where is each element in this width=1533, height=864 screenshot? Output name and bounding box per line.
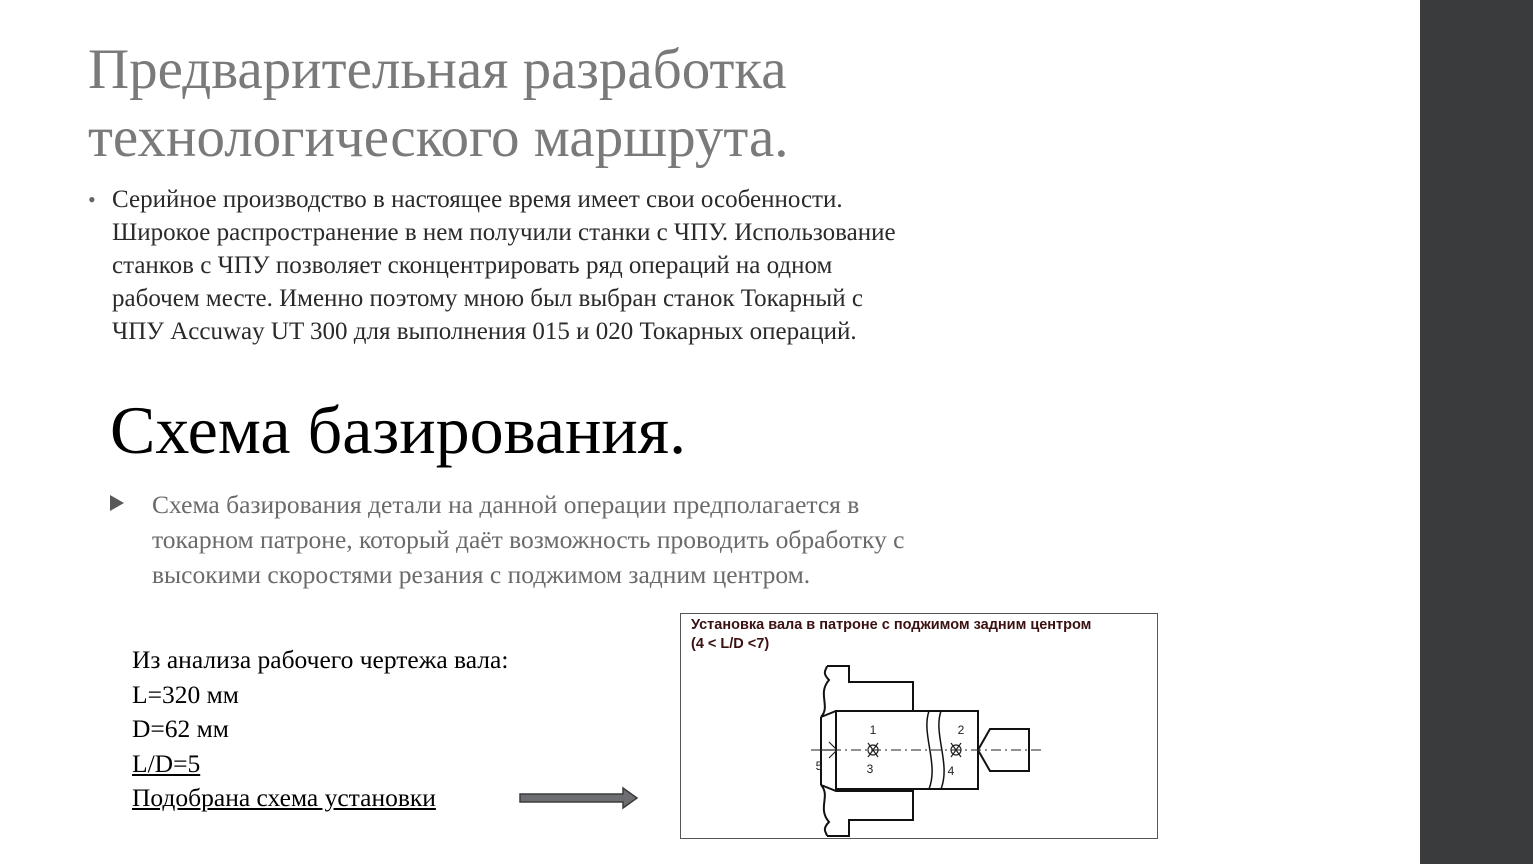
intro-line: рабочем месте. Именно поэтому мною был выбран станок Токарный с — [112, 285, 863, 312]
diagram-drawing — [681, 614, 1159, 840]
diameter-value: D=62 мм — [132, 714, 229, 743]
label-4: 4 — [947, 764, 955, 778]
ratio-value: L/D=5 — [132, 748, 201, 778]
intro-line: Широкое распространение в нем получили станки с ЧПУ. Использование — [112, 219, 896, 246]
intro-line: станков с ЧПУ позволяет сконцентрировать ряд операций на одном — [112, 252, 833, 279]
label-3: 3 — [866, 762, 874, 776]
intro-bullet — [88, 183, 1188, 348]
upper-chuck-jaw — [821, 666, 913, 717]
label-2: 2 — [957, 723, 965, 737]
section-bullet-line: Схема базирования детали на данной операции предполагается в — [152, 490, 860, 519]
diagram-caption-line-1: Установка вала в патроне с поджимом задним центром — [691, 617, 1092, 633]
section-bullet-line: токарном патроне, который даёт возможность проводить обработку с — [152, 525, 905, 554]
length-value: L=320 мм — [132, 679, 239, 709]
label-1: 1 — [869, 723, 877, 737]
analysis-block — [132, 643, 508, 816]
section-bullet-text — [152, 487, 1120, 592]
analysis-heading: Из анализа рабочего чертежа вала: — [132, 645, 509, 674]
title-line-1: Предварительная разработка — [88, 38, 787, 101]
intro-line: ЧПУ Accuway UT 300 для выполнения 015 и 020 Токарных операций. — [112, 318, 857, 345]
conclusion-text: Подобрана схема установки — [132, 783, 436, 812]
triangle-bullet-icon — [110, 495, 124, 511]
lower-chuck-jaw — [821, 785, 913, 836]
slide-title — [88, 36, 1288, 172]
bullet-dot-icon: • — [88, 187, 96, 212]
right-sidebar-bar — [1420, 0, 1533, 864]
title-line-2: технологического маршрута. — [88, 106, 789, 169]
section-bullet-line: высокими скоростями резания с поджимом задним центром. — [152, 560, 811, 589]
intro-text — [112, 183, 1188, 348]
section-title: Схема базирования. — [110, 392, 687, 468]
diagram-caption-line-2: (4 < L/D <7) — [691, 636, 770, 652]
fixture-diagram — [680, 613, 1158, 839]
right-arrow-icon — [519, 786, 639, 812]
section-bullet — [110, 487, 1120, 592]
label-5: 5 — [815, 759, 823, 773]
intro-line: Серийное производство в настоящее время имеет свои особенности. — [112, 186, 843, 213]
